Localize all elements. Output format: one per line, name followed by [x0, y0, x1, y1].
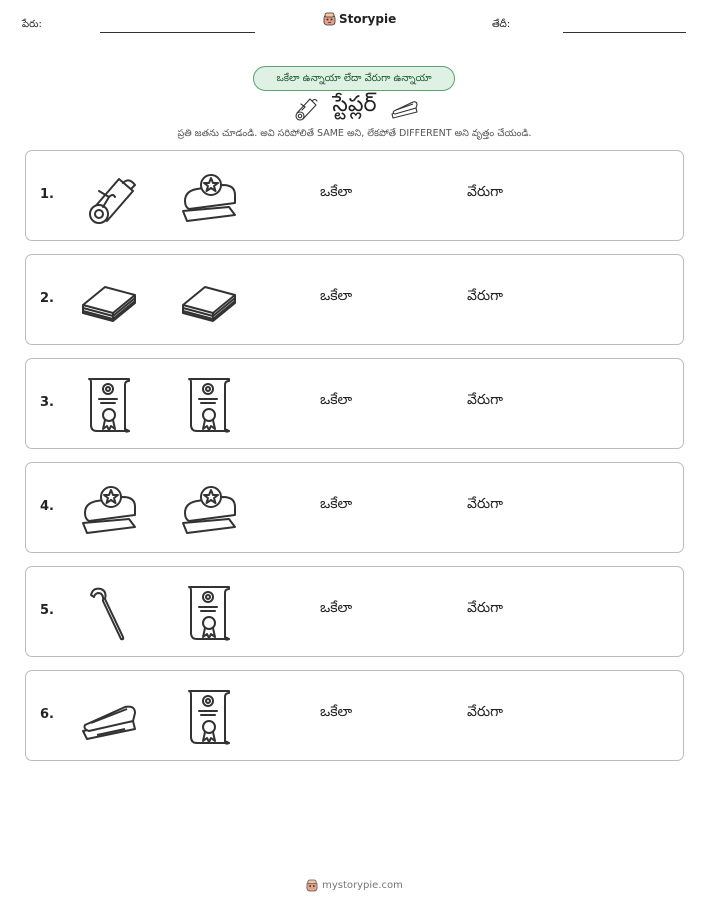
instructions-text: ప్రతి జతను చూడండి. అవి సరిపోలితే SAME అని, లేకపోతే DIFFERENT అని వృత్తం చేయండి. — [177, 128, 532, 139]
worksheet-header — [0, 0, 709, 40]
date-line[interactable] — [563, 32, 686, 33]
question-row-3 — [25, 358, 684, 449]
question-number: 3. — [40, 395, 54, 410]
different-option[interactable]: వేరుగా — [467, 496, 503, 512]
scroll-icon — [288, 92, 322, 122]
footer-url[interactable]: mystorypie.com — [322, 880, 403, 891]
different-option[interactable]: వేరుగా — [467, 392, 503, 408]
stapler-star-icon — [179, 479, 239, 539]
date-label: తేదీ: — [492, 19, 511, 30]
activity-type-pill — [253, 66, 455, 91]
same-option[interactable]: ఒకేలా — [320, 392, 353, 408]
stapler-icon — [79, 687, 139, 747]
stapler-star-icon — [79, 479, 139, 539]
paper-stack-icon — [179, 271, 239, 331]
question-number: 6. — [40, 707, 54, 722]
brand-logo — [323, 12, 396, 26]
storypie-mascot-icon — [306, 879, 318, 892]
certificate-icon — [179, 687, 239, 747]
name-label: పేరు: — [22, 19, 42, 30]
paper-stack-icon — [79, 271, 139, 331]
brand-name: Storypie — [339, 12, 397, 26]
cane-icon — [79, 583, 139, 643]
same-option[interactable]: ఒకేలా — [320, 704, 353, 720]
page-title: స్టేప్లర్ — [332, 92, 377, 117]
question-number: 4. — [40, 499, 54, 514]
same-option[interactable]: ఒకేలా — [320, 288, 353, 304]
different-option[interactable]: వేరుగా — [467, 288, 503, 304]
name-line[interactable] — [100, 32, 255, 33]
question-row-2 — [25, 254, 684, 345]
question-number: 2. — [40, 291, 54, 306]
footer — [0, 879, 709, 892]
question-row-1 — [25, 150, 684, 241]
same-option[interactable]: ఒకేలా — [320, 600, 353, 616]
title-row — [0, 90, 709, 124]
certificate-icon — [179, 583, 239, 643]
question-row-6 — [25, 670, 684, 761]
same-option[interactable]: ఒకేలా — [320, 496, 353, 512]
storypie-mascot-icon — [323, 12, 336, 26]
question-number: 5. — [40, 603, 54, 618]
stapler-star-icon — [179, 167, 239, 227]
different-option[interactable]: వేరుగా — [467, 184, 503, 200]
stapler-icon — [387, 92, 421, 122]
certificate-icon — [79, 375, 139, 435]
different-option[interactable]: వేరుగా — [467, 600, 503, 616]
question-row-4 — [25, 462, 684, 553]
question-row-5 — [25, 566, 684, 657]
certificate-icon — [179, 375, 239, 435]
activity-type-text: ఒకేలా ఉన్నాయా లేదా వేరుగా ఉన్నాయా — [276, 72, 432, 84]
different-option[interactable]: వేరుగా — [467, 704, 503, 720]
question-number: 1. — [40, 187, 54, 202]
same-option[interactable]: ఒకేలా — [320, 184, 353, 200]
scroll-icon — [79, 167, 139, 227]
